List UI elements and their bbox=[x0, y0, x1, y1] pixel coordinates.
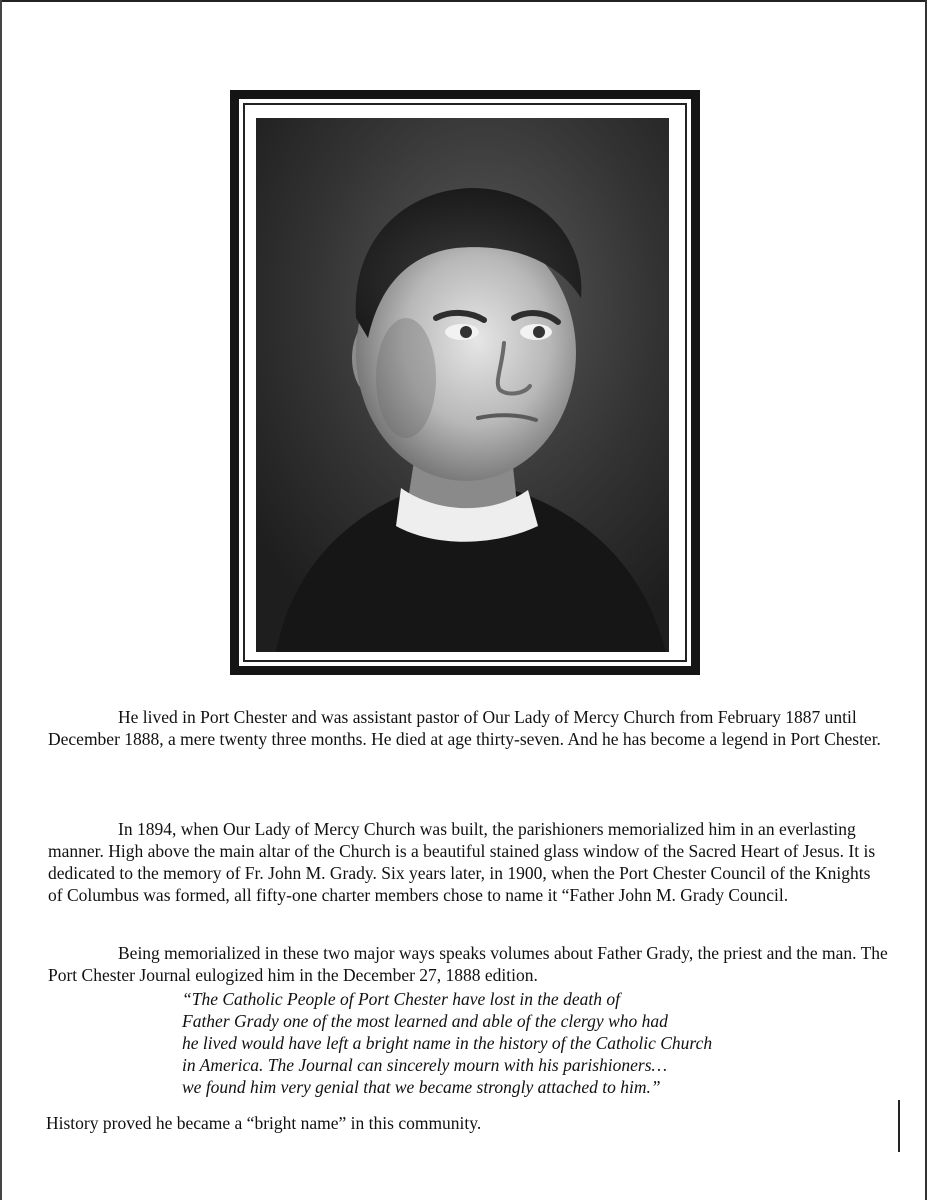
page-edge-left bbox=[0, 0, 2, 1200]
quote-line-2: Father Grady one of the most learned and able of the clergy who had bbox=[182, 1011, 668, 1031]
journal-quote bbox=[182, 988, 822, 1098]
paragraph-1-text: He lived in Port Chester and was assistant pastor of Our Lady of Mercy Church from February 1887 until December 1888, a mere twenty three months. He died at age thirty-seven. And he has become a legend in Port Chester. bbox=[48, 707, 881, 749]
quote-line-5: we found him very genial that we became strongly attached to him.” bbox=[182, 1077, 661, 1097]
paragraph-2-text: In 1894, when Our Lady of Mercy Church was built, the parishioners memorialized him in an everlasting manner. High above the main altar of the Church is a beautiful stained glass window of the Sacred Heart of Jesus. It is dedicated to the memory of Fr. John M. Grady. Six years later, in 1900, when the Port Chester Council of the Knights of Columbus was formed, all fifty-one charter members chose to name it “Father John M. Grady Council. bbox=[48, 819, 876, 905]
margin-mark bbox=[898, 1100, 900, 1152]
portrait-photo bbox=[256, 118, 669, 652]
closing-sentence: History proved he became a “bright name” in this community. bbox=[46, 1113, 482, 1133]
quote-line-4: in America. The Journal can sincerely mourn with his parishioners… bbox=[182, 1055, 668, 1075]
portrait-illustration bbox=[256, 118, 669, 652]
quote-line-3: he lived would have left a bright name in the history of the Catholic Church bbox=[182, 1033, 713, 1053]
paragraph-2 bbox=[48, 818, 888, 906]
paragraph-3-text: Being memorialized in these two major ways speaks volumes about Father Grady, the priest and the man. The Port Chester Journal eulogized him in the December 27, 1888 edition. bbox=[48, 943, 888, 985]
page-edge-top bbox=[0, 0, 927, 2]
paragraph-3 bbox=[48, 942, 888, 986]
paragraph-1 bbox=[48, 706, 888, 750]
quote-line-1: “The Catholic People of Port Chester have lost in the death of bbox=[182, 989, 620, 1009]
